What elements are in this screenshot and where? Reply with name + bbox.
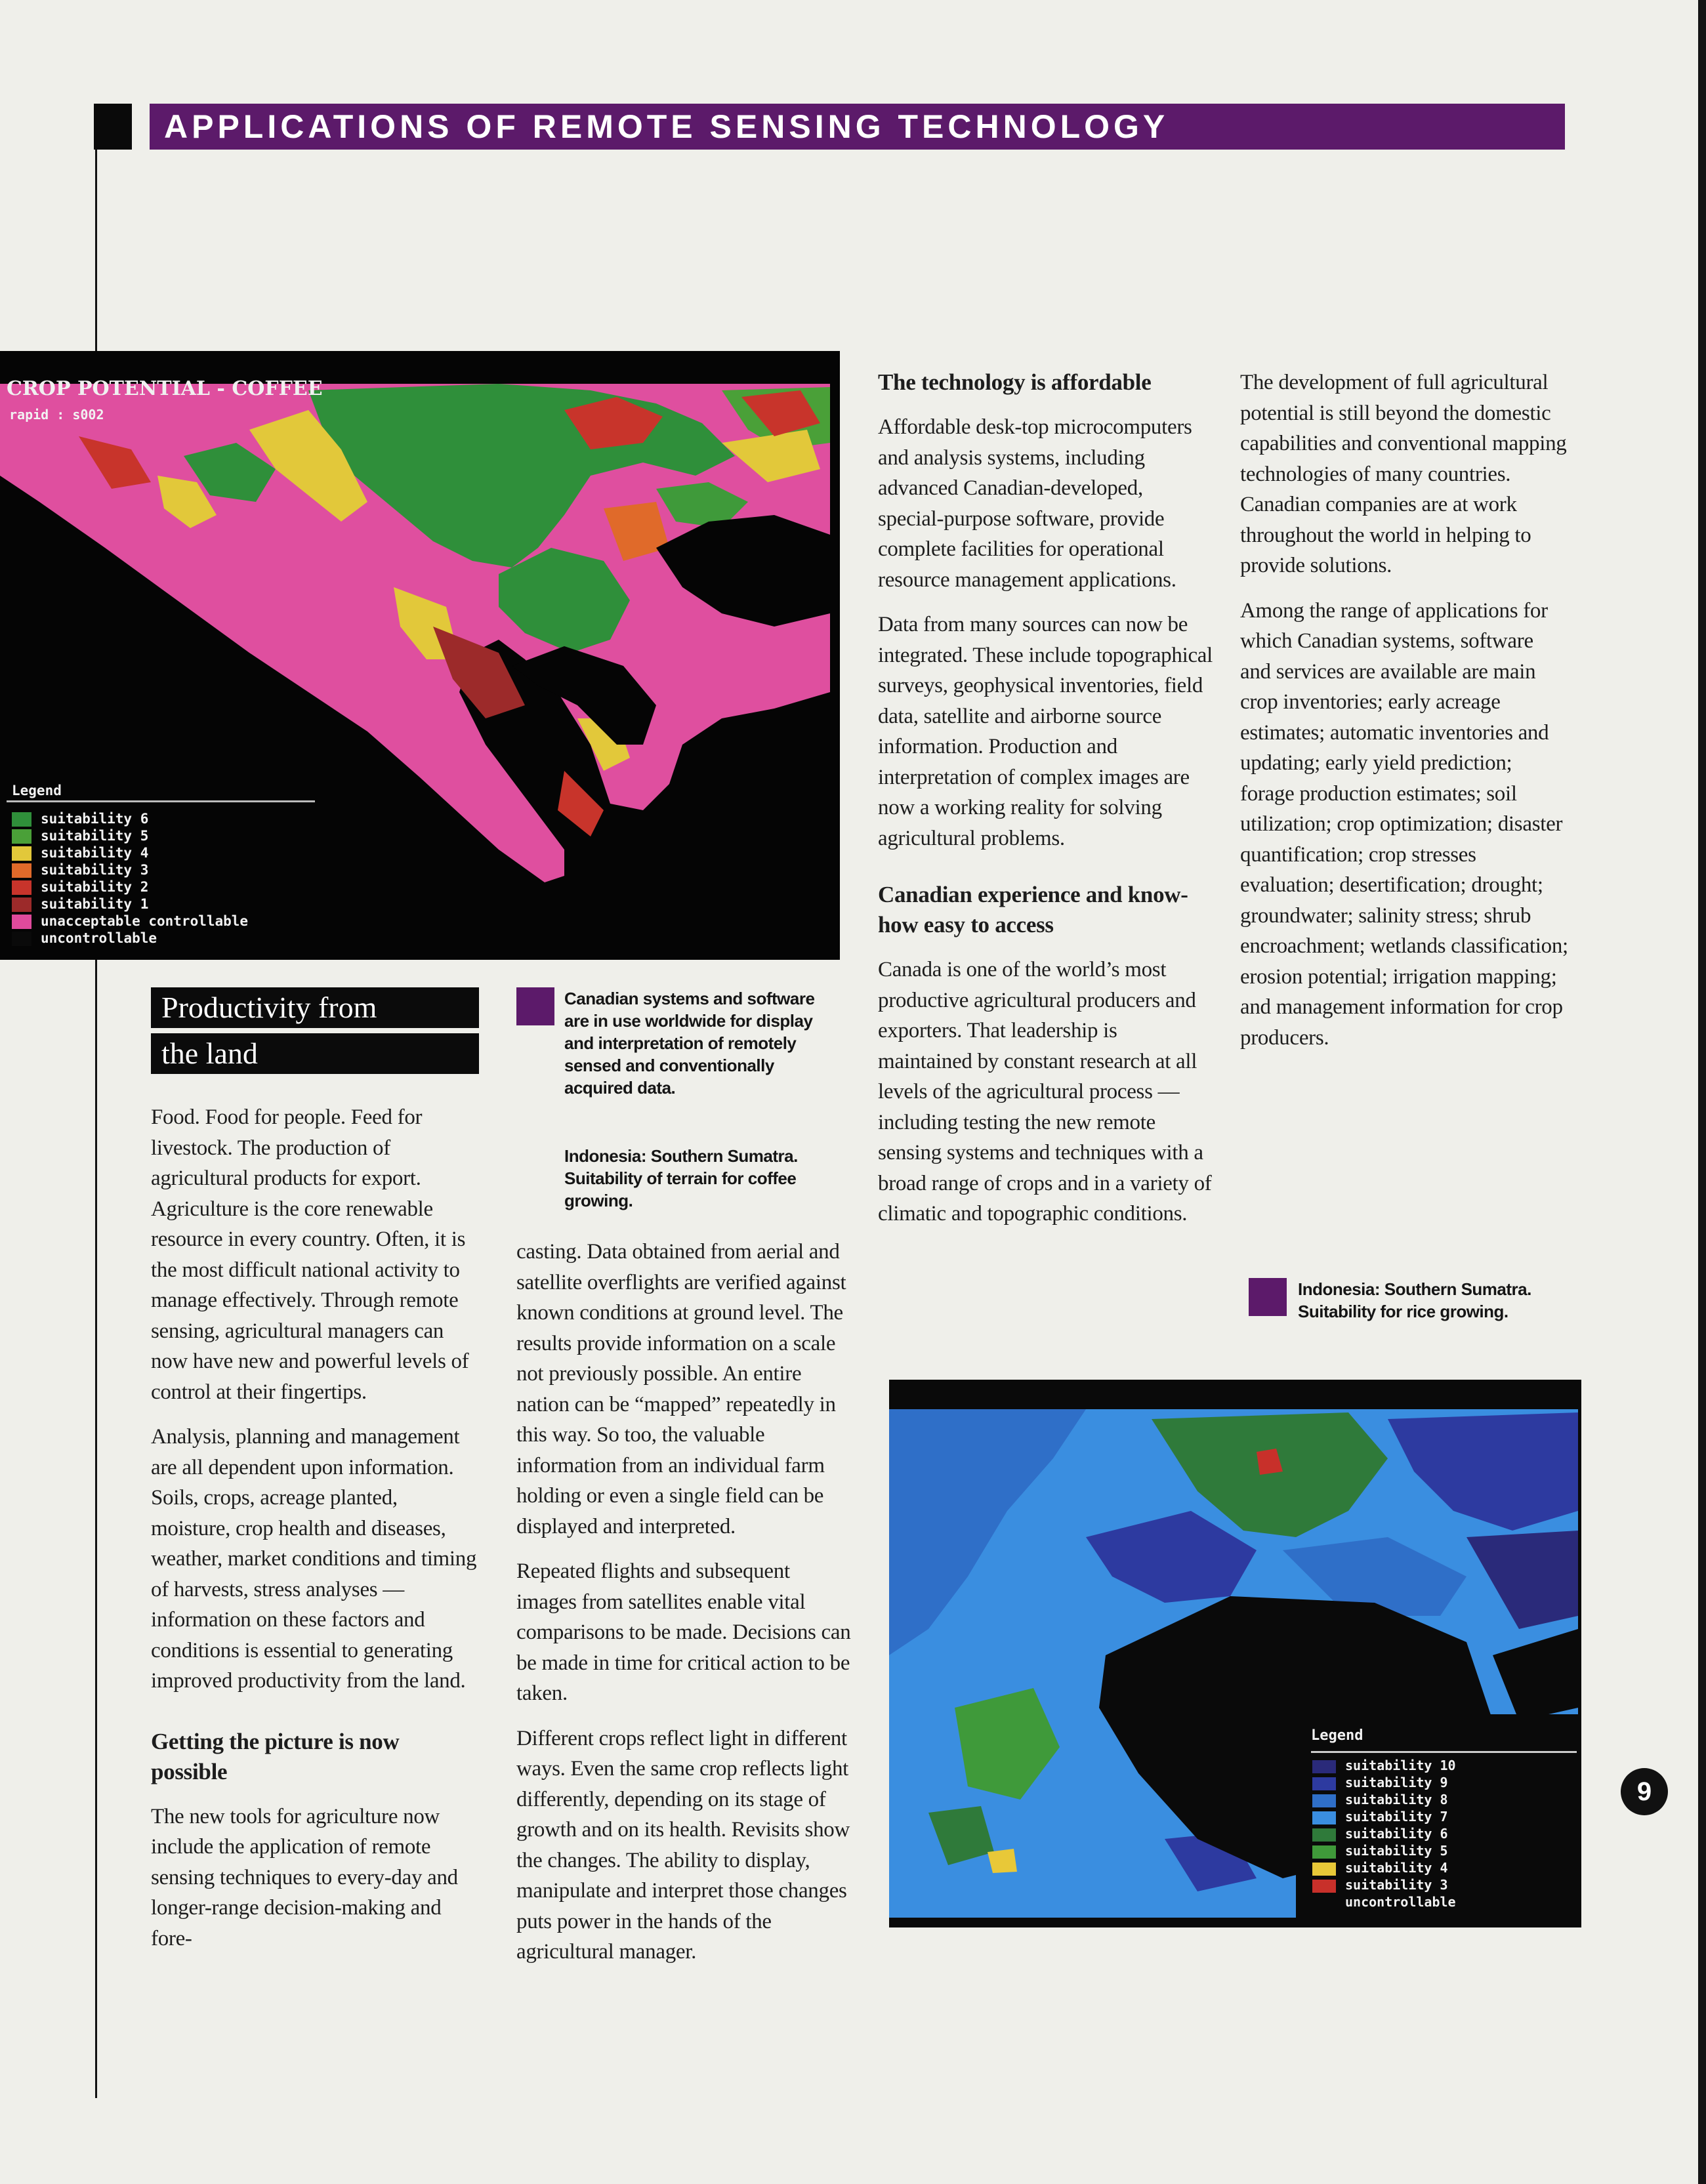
- legend-item: suitability 2: [12, 878, 327, 896]
- paragraph: Analysis, planning and management are all dependent upon information. Soils, crops, acreage planted, moisture, crop health and diseases, weather, market conditions and timing of harvests, stress analyses — information on these factors and conditions is essential to generating improved productivity from the land.: [151, 1425, 477, 1693]
- legend-item: suitability 9: [1312, 1774, 1575, 1791]
- legend-swatch: [1312, 1845, 1336, 1859]
- legend-swatch: [12, 880, 31, 895]
- paragraph: casting. Data obtained from aerial and satellite overflights are verified against known conditions at ground level. The results provide information on a scale not previously possible. An entire nation can be “mapped” repeatedly in this way. So too, the valuable information from an individual farm holding or even a single field can be displayed and interpreted.: [516, 1240, 846, 1538]
- legend-divider: [7, 800, 315, 802]
- caption-marker: [516, 987, 554, 1025]
- legend-item: suitability 8: [1312, 1791, 1575, 1808]
- subheading-canadian-experience: Canadian experience and know-how easy to access: [878, 882, 1188, 937]
- paragraph: Different crops reflect light in different ways. Even the same crop reflects light differently, depending on its stage of growth and on its health. Revisits show the changes. The ability to display, manipulate and interpret those changes puts power in the hands of the agricultural manager.: [516, 1726, 850, 1964]
- legend-divider: [1311, 1751, 1577, 1753]
- caption-systems: Canadian systems and software are in use worldwide for display and interpretation of remotely sensed and conventionally acquired data.: [564, 989, 815, 1098]
- header-black-block: [94, 104, 132, 150]
- paragraph: Data from many sources can now be integrated. These include topographical surveys, geophysical inventories, field data, satellite and airborne source information. Production and interpretation of complex images are now a working reality for solving agricultural problems.: [878, 613, 1213, 850]
- rice-suitability-map: [889, 1380, 1581, 1927]
- map-subtitle: rapid : s002: [9, 407, 104, 422]
- paragraph: The development of full agricultural potential is still beyond the domestic capabilities and conventional mapping technologies of many countries. Canadian companies are at work throughout the world in helping to provide solutions.: [1240, 371, 1567, 577]
- legend-item: suitability 5: [12, 827, 327, 844]
- legend-item: suitability 6: [12, 810, 327, 827]
- legend-swatch: [1312, 1811, 1336, 1824]
- legend-item: suitability 6: [1312, 1825, 1575, 1842]
- subheading-affordable: The technology is affordable: [878, 369, 1152, 395]
- legend-swatch: [12, 812, 31, 827]
- legend-swatch: [12, 915, 31, 929]
- column-4: [1240, 367, 1568, 1067]
- legend-item: unacceptable controllable: [12, 913, 327, 930]
- legend-swatch: [1312, 1863, 1336, 1876]
- legend-swatch: [1312, 1760, 1336, 1773]
- paragraph: Repeated flights and subsequent images from satellites enable vital comparisons to be made. Decisions can be made in time for critical action to be taken.: [516, 1559, 851, 1705]
- caption-rice-map: Indonesia: Southern Sumatra. Suitability for rice growing.: [1298, 1279, 1531, 1321]
- map-title: CROP POTENTIAL - COFFEE: [7, 377, 323, 400]
- paragraph: Food. Food for people. Feed for livestock. The production of agricultural products for export. Agriculture is the core renewable resource in every country. Often, it is the most difficult national activity to manage effectively. Through remote sensing, agricultural managers can now have new and powerful levels of control at their fingertips.: [151, 1105, 469, 1404]
- page-header-title: APPLICATIONS OF REMOTE SENSING TECHNOLOGY: [164, 108, 1169, 145]
- paragraph: Among the range of applications for which Canadian systems, software and services are available are main crop inventories; early acreage estimates; automatic inventories and updating; early yield prediction; forage production estimates; soil utilization; crop optimization; disaster quantification; crop stresses evaluation; desertification; drought; groundwater; salinity stress; shrub encroachment; wetlands classification; erosion potential; irrigation mapping; and management information for crop producers.: [1240, 598, 1568, 1050]
- paragraph: The new tools for agriculture now include the application of remote sensing techniques to every-day and longer-range decision-making and fore-: [151, 1804, 458, 1950]
- map-legend-title: Legend: [1311, 1727, 1363, 1744]
- paragraph: Affordable desk-top microcomputers and analysis systems, including advanced Canadian-developed, special-purpose software, provide complete facilities for operational resource management applications.: [878, 415, 1192, 592]
- legend-swatch: [12, 829, 31, 844]
- legend-swatch: [12, 846, 31, 861]
- legend-item: suitability 4: [1312, 1859, 1575, 1876]
- heading-gap: [151, 1028, 479, 1033]
- legend-swatch: [1312, 1777, 1336, 1790]
- legend-item: uncontrollable: [12, 930, 327, 947]
- legend-swatch: [1312, 1828, 1336, 1842]
- column-3: [878, 367, 1213, 1244]
- legend-swatch: [1312, 1794, 1336, 1807]
- paragraph: Canada is one of the world’s most productive agricultural producers and exporters. That leadership is maintained by constant research at all levels of the agricultural process — including testing the new remote sensing systems and techniques with a broad range of crops and in a variety of climatic and topographic conditions.: [878, 958, 1212, 1226]
- column-1: [151, 1102, 479, 1968]
- legend-item: suitability 5: [1312, 1842, 1575, 1859]
- legend-item: suitability 1: [12, 896, 327, 913]
- productivity-heading: [151, 987, 479, 1074]
- productivity-heading-line1: Productivity from: [161, 991, 377, 1024]
- legend-item: suitability 3: [1312, 1876, 1575, 1893]
- legend-item: suitability 7: [1312, 1808, 1575, 1825]
- page-number: 9: [1621, 1768, 1668, 1815]
- legend-item: suitability 10: [1312, 1757, 1575, 1774]
- coffee-suitability-map: [0, 351, 840, 960]
- caption-coffee-map: Indonesia: Southern Sumatra. Suitability of terrain for coffee growing.: [564, 1146, 798, 1210]
- column-2: [516, 1237, 851, 1982]
- map-legend-title: Legend: [12, 783, 62, 798]
- legend-item: suitability 4: [12, 844, 327, 861]
- caption-marker: [1249, 1278, 1287, 1316]
- subheading-getting-picture: Getting the picture is now possible: [151, 1728, 400, 1784]
- legend-item: uncontrollable: [1345, 1894, 1456, 1910]
- legend-swatch: [12, 863, 31, 878]
- legend-item: suitability 3: [12, 861, 327, 878]
- legend-swatch: [1312, 1880, 1336, 1893]
- legend-swatch: [12, 932, 31, 946]
- page-edge: [1698, 0, 1706, 2184]
- productivity-heading-line2: the land: [161, 1037, 258, 1070]
- legend-swatch: [12, 897, 31, 912]
